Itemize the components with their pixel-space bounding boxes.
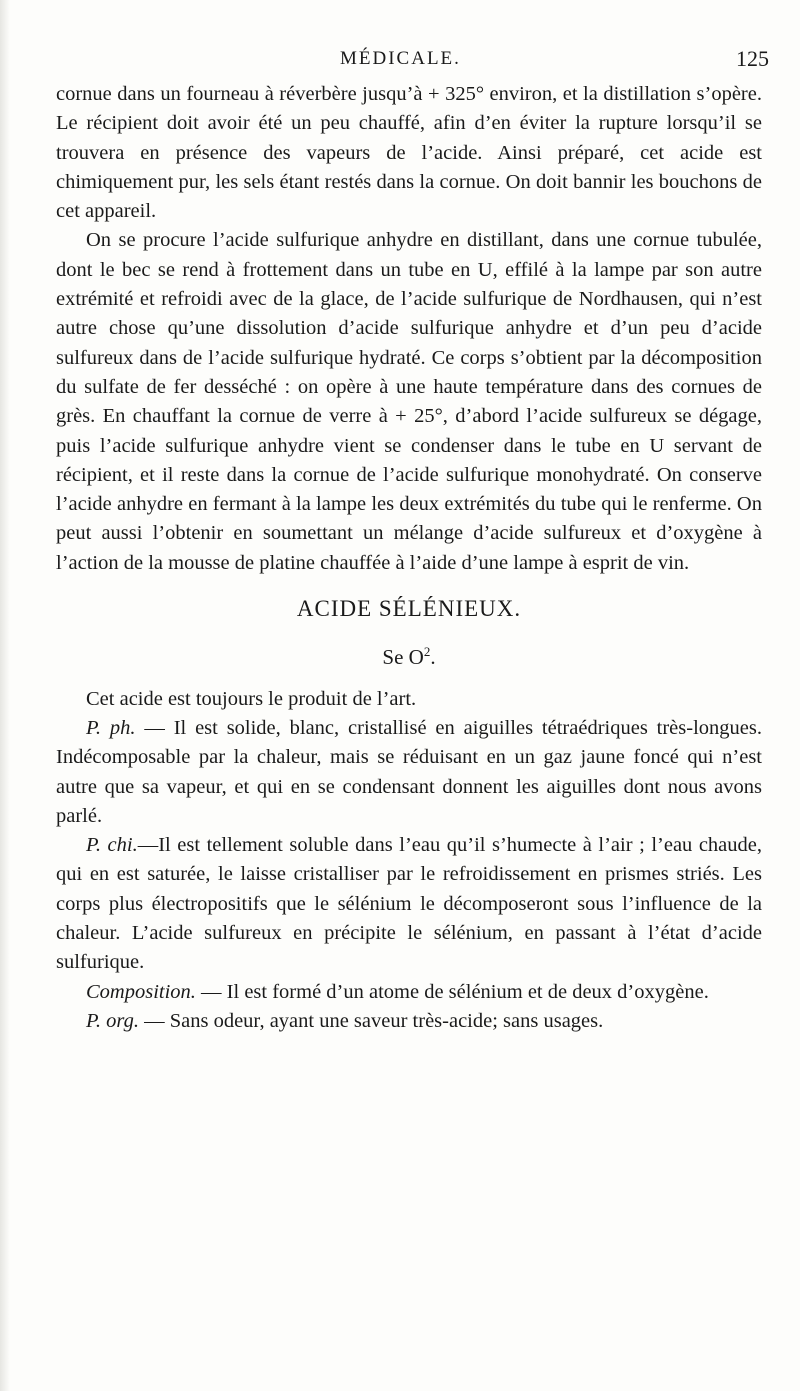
chemical-formula xyxy=(56,637,762,672)
formula-end: . xyxy=(430,645,436,670)
paragraph-composition xyxy=(56,978,762,1007)
page-binding-edge xyxy=(0,0,10,1391)
paragraph-organoleptic xyxy=(56,1007,762,1036)
section-heading: ACIDE SÉLÉNIEUX. xyxy=(296,596,522,622)
text-composition: — Il est formé d’un atome de sélénium et de deux d’oxygène. xyxy=(195,980,709,1003)
paragraph-anhydrous-acid: On se procure l’acide sulfurique anhydre en distillant, dans une cornue tubulée, dont le bec se rend à frottement dans un tube en U, effilé à la lampe par son autre extrémité et refroidi avec de la glace, de l’acide sulfurique de Nordhausen, qui n’est autre chose qu’une dissolution d’acide sulfurique anhydre et d’un peu d’acide sulfureux dans de l’acide sulfurique hydraté. Ce corps s’obtient par la décomposition du sulfate de fer desséché : on opère à une haute température dans des cornues de grès. En chauffant la cornue de verre à + 25°, d’abord l’acide sulfureux se dégage, puis l’acide sulfurique anhydre vient se condenser dans le tube en U servant de récipient, et il reste dans la cornue de l’acide sulfurique monohydraté. On conserve l’acide anhydre en fermant à la lampe les deux extrémités du tube qui le renferme. On peut aussi l’obtenir en soumettant un mélange d’acide sulfureux et d’oxygène à l’action de la mousse de platine chauffée à l’aide d’une lampe à esprit de vin. xyxy=(56,229,762,574)
running-title: MÉDICALE. xyxy=(340,48,461,69)
paragraph-physical-properties xyxy=(56,714,762,831)
paragraph-chemical-properties xyxy=(56,831,762,977)
formula-base: Se O xyxy=(382,645,424,670)
label-composition: Composition. xyxy=(86,980,196,1003)
label-physical: P. ph. xyxy=(86,716,136,739)
paragraph-intro: Cet acide est toujours le produit de l’art. xyxy=(86,687,417,710)
paragraph-continued: cornue dans un fourneau à réverbère jusqu’à + 325° environ, et la distillation s’opère. Le récipient doit avoir été un peu chauffé, afin d’en éviter la rupture lorsqu’il se trouvera en présence des vapeurs de l’acide. Ainsi préparé, cet acide est chimiquement pur, les sels étant restés dans la cornue. On doit bannir les bouchons de cet appareil. xyxy=(56,83,762,223)
text-chemical: —Il est tellement soluble dans l’eau qu’il s’humecte à l’air ; l’eau chaude, qui en est saturée, le laisse cristalliser par le refroidissement en prismes striés. Les corps plus électropositifs que le sélénium le décomposeront sous l’influence de la chaleur. L’acide sulfureux en précipite le sélénium, en passant à l’état d’acide sulfurique. xyxy=(56,834,762,974)
formula-superscript: 2 xyxy=(423,644,431,660)
text-physical: — Il est solide, blanc, cristallisé en aiguilles tétraédriques très-longues. Indécomposable par la chaleur, mais se réduisant en un gaz jaune foncé qui n’est autre que sa vapeur, et qui en se condensant donnent les aiguilles dont nous avons parlé. xyxy=(56,716,762,827)
page-text xyxy=(56,80,762,1036)
text-organoleptic: — Sans odeur, ayant une saveur très-acide; sans usages. xyxy=(138,1009,604,1032)
running-head xyxy=(0,44,800,74)
label-chemical: P. chi. xyxy=(86,834,138,857)
page-number: 125 xyxy=(736,46,769,71)
label-organoleptic: P. org. xyxy=(86,1009,139,1032)
